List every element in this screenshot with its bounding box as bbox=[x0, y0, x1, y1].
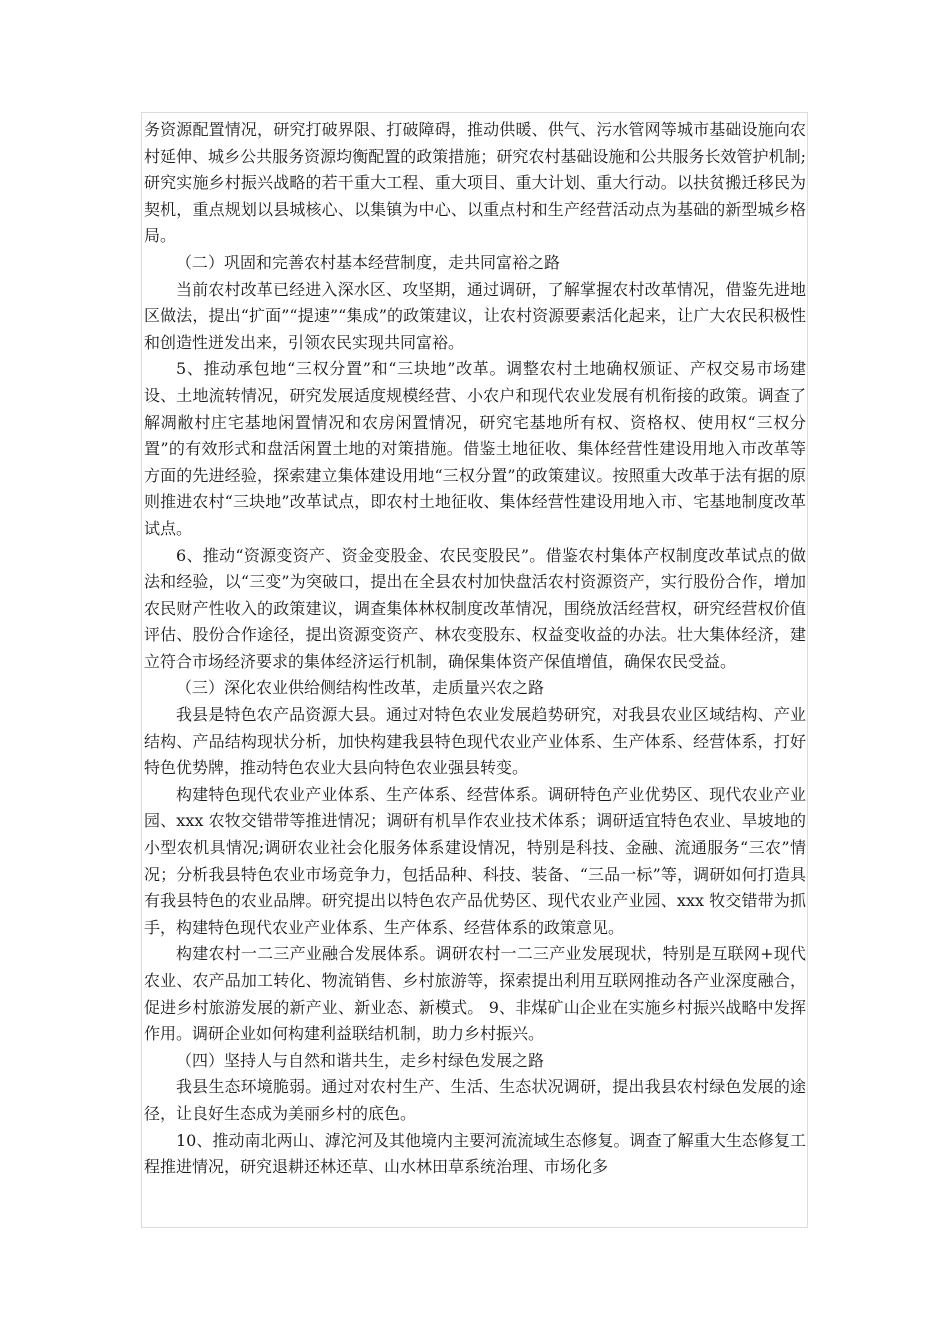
section-heading-3: （三）深化农业供给侧结构性改革，走质量兴农之路 bbox=[176, 678, 545, 698]
section-heading-4: （四）坚持人与自然和谐共生，走乡村绿色发展之路 bbox=[176, 1050, 545, 1070]
paragraph-item-5: 5、推动承包地“三权分置”和“三块地”改革。调整农村土地确权颁证、产权交易市场建设、土地流转情况，研究发展适度规模经营、小农户和现代农业发展有机衔接的政策。调查了解凋敝村庄宅基地闲置情况和农房闲置情况，研究宅基地所有权、资格权、使用权“三权分置”的有效形式和盘活闲置土地的对策措施。借鉴土地征收、集体经营性建设用地入市改革等方面的先进经验，探索建立集体建设用地“三权分置”的政策建议。按照重大改革于法有据的原则推进农村“三块地”改革试点，即农村土地征收、集体经营性建设用地入市、宅基地制度改革试点。 bbox=[144, 359, 806, 538]
paragraph-item-10: 10、推动南北两山、滹沱河及其他境内主要河流流域生态修复。调查了解重大生态修复工程推进情况，研究退耕还林还草、山水林田草系统治理、市场化多 bbox=[144, 1130, 806, 1177]
paragraph-continued: 务资源配置情况，研究打破界限、打破障碍，推动供暖、供气、污水管网等城市基础设施向农村延伸、城乡公共服务资源均衡配置的政策措施；研究农村基础设施和公共服务长效管护机制;研究实施乡村振兴战略的若干重大工程、重大项目、重大计划、重大行动。以扶贫搬迁移民为契机，重点规划以县城核心、以集镇为中心、以重点村和生产经营活动点为基础的新型城乡格局。 bbox=[144, 120, 806, 246]
paragraph-ecology: 我县生态环境脆弱。通过对农村生产、生活、生态状况调研，提出我县农村绿色发展的途径，让良好生态成为美丽乡村的底色。 bbox=[144, 1077, 806, 1123]
paragraph-item-6: 6、推动“资源变资产、资金变股金、农民变股民”。借鉴农村集体产权制度改革试点的做法和经验，以“三变”为突破口，提出在全县农村加快盘活农村资源资产，实行股份合作，增加农民财产性收入的政策建议，调查集体林权制度改革情况，围绕放活经营权，研究经营权价值评估、股份合作途径，提出资源变资产、林农变股东、权益变收益的办法。壮大集体经济，建立符合市场经济要求的集体经济运行机制，确保集体资产保值增值，确保农民受益。 bbox=[144, 545, 806, 671]
paragraph-industry-system: 构建特色现代农业产业体系、生产体系、经营体系。调研特色产业优势区、现代农业产业园、xxx 农牧交错带等推进情况；调研有机旱作农业技术体系；调研适宜特色农业、旱坡地的小型农机具情况;调研农业社会化服务体系建设情况，特别是科技、金融、流通服务“三农”情况；分析我县特色农业市场竞争力，包括品种、科技、装备、“三品一标”等，调研如何打造具有我县特色的农业品牌。研究提出以特色农产品优势区、现代农业产业园、xxx 牧交错带为抓手，构建特色现代农业产业体系、生产体系、经营体系的政策意见。 bbox=[144, 784, 806, 937]
paragraph-integration-system: 构建农村一二三产业融合发展体系。调研农村一二三产业发展现状，特别是互联网+现代农业、农产品加工转化、物流销售、乡村旅游等，探索提出利用互联网推动各产业深度融合，促进乡村旅游发展的新产业、新业态、新模式。 9、非煤矿山企业在实施乡村振兴战略中发挥作用。调研企业如何构建利益联结机制，助力乡村振兴。 bbox=[144, 944, 806, 1044]
document-text-frame bbox=[141, 112, 808, 1228]
paragraph-specialty-agriculture: 我县是特色农产品资源大县。通过对特色农业发展趋势研究，对我县农业区域结构、产业结构、产品结构现状分析，加快构建我县特色现代农业产业体系、生产体系、经营体系，打好特色优势牌，推动特色农业大县向特色农业强县转变。 bbox=[144, 705, 806, 778]
paragraph-reform-intro: 当前农村改革已经进入深水区、攻坚期，通过调研，了解掌握农村改革情况，借鉴先进地区做法，提出“扩面”“提速”“集成”的政策建议，让农村资源要素活化起来，让广大农民积极性和创造性迸发出来，引领农民实现共同富裕。 bbox=[144, 279, 806, 352]
section-heading-2: （二）巩固和完善农村基本经营制度，走共同富裕之路 bbox=[176, 252, 561, 272]
